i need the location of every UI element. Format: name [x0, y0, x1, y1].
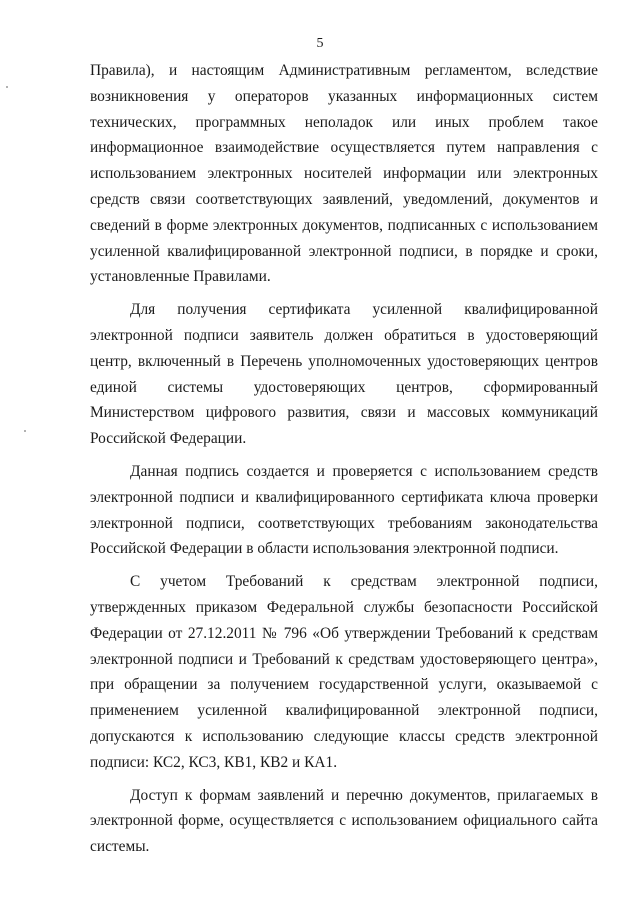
- paragraph-certificate: Для получения сертификата усиленной квалифицированной электронной подписи заявитель должен обратиться в удостоверяющий центр, включенный в Перечень уполномоченных удостоверяющих центров единой системы удостоверяющих центров, сформированный Министерством цифрового развития, связи и массовых коммуникаций Российской Федерации.: [90, 301, 598, 448]
- paragraph-fsb-requirements: С учетом Требований к средствам электронной подписи, утвержденных приказом Федеральной службы безопасности Российской Федерации от 27.12.2011 № 796 «Об утверждении Требований к средствам электронной подписи и Требований к средствам удостоверяющего центра», при обращении за получением государственной услуги, оказываемой с применением усиленной квалифицированной электронной подписи, допускаются к использованию следующие классы средств электронной подписи: КС2, КС3, КВ1, КВ2 и КА1.: [90, 573, 598, 771]
- paragraph-access-forms: Доступ к формам заявлений и перечню документов, прилагаемых в электронной форме, осуществляется с использованием официального сайта системы.: [90, 786, 598, 856]
- scan-speck: [24, 430, 26, 432]
- paragraph-signature-tools: Данная подпись создается и проверяется с использованием средств электронной подписи и квалифицированного сертификата ключа проверки электронной подписи, соответствующих требованиям законодательства Российской Федерации в области использования электронной подписи.: [90, 462, 598, 558]
- document-body: [90, 58, 598, 867]
- scan-speck: [6, 86, 8, 88]
- page-number: 5: [316, 36, 324, 51]
- paragraph-continuation: Правила), и настоящим Административным регламентом, вследствие возникновения у операторов указанных информационных систем технических, программных неполадок или иных проблем такое информационное взаимодействие осуществляется путем направления с использованием электронных носителей информации или электронных средств связи соответствующих заявлений, уведомлений, документов и сведений в форме электронных документов, подписанных с использованием усиленной квалифицированной электронной подписи, в порядке и сроки, установленные Правилами.: [90, 62, 598, 286]
